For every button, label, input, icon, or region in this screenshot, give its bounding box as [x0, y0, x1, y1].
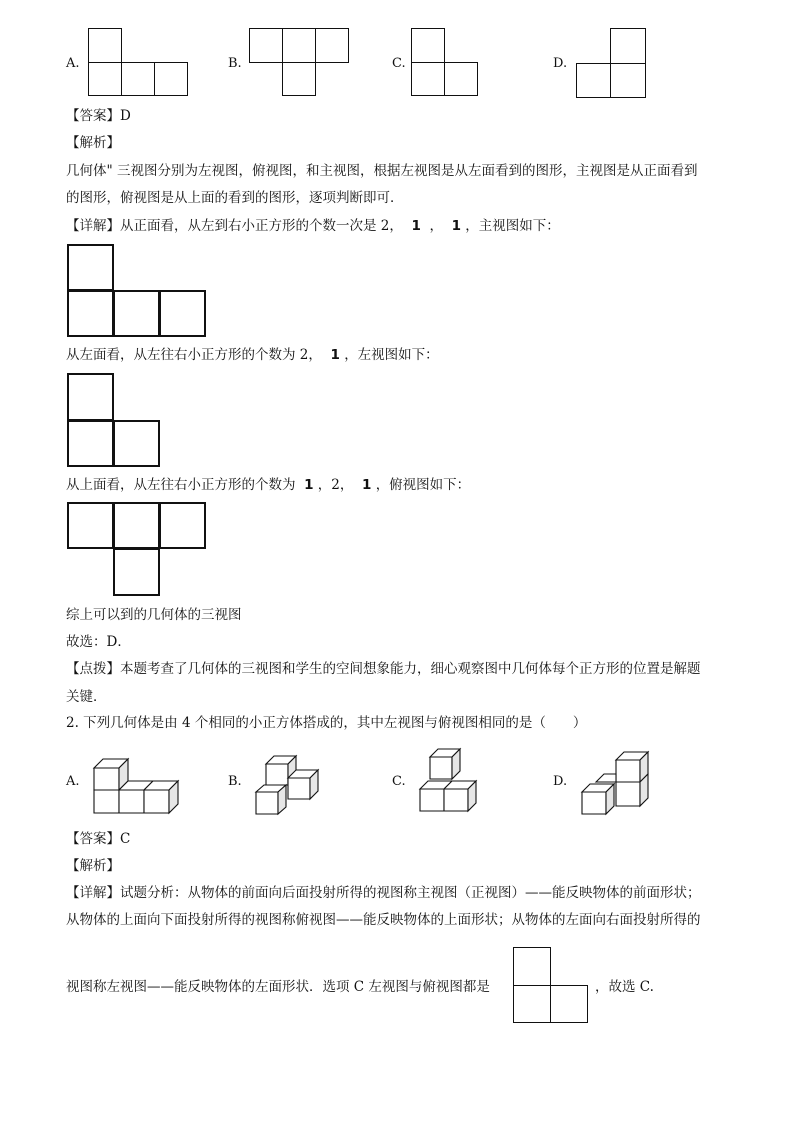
q1-detail-top-line: 从上面看，从左往右小正方形的个数为 1 ，2， 1 ，俯视图如下： [66, 477, 471, 493]
q1-analysis-line-1: 几何体" 三视图分别为左视图，俯视图，和主视图，根据左视图是从左面看到的图形，主视图是从正面看到 [66, 163, 698, 179]
q2-option-c-label: C. [392, 774, 406, 789]
q2-detail-line-3: 视图称左视图——能反映物体的左面形状．选项 C 左视图与俯视图都是 [66, 979, 490, 995]
q2-detail-line-1: 【详解】试题分析：从物体的前面向后面投射所得的视图称主视图（正视图）——能反映物体的前面形状； [66, 885, 701, 901]
q1-choose: 故选：D． [66, 634, 131, 650]
q2-option-b-label: B. [228, 774, 242, 789]
q2-option-a-figure [90, 755, 190, 817]
q1-option-d-label: D. [553, 56, 568, 71]
q1-analysis-heading: 【解析】 [66, 135, 120, 151]
q2-option-c-figure [416, 745, 486, 815]
q2-analysis-heading: 【解析】 [66, 858, 120, 874]
q1-summary: 综上可以到的几何体的三视图 [66, 607, 242, 623]
q1-note-line-1: 【点拨】本题考查了几何体的三视图和学生的空间想象能力，细心观察图中几何体每个正方形的位置是解题 [66, 661, 701, 677]
q1-option-b-label: B. [228, 56, 242, 71]
q2-detail-line-2: 从物体的上面向下面投射所得的视图称俯视图——能反映物体的上面形状；从物体的左面向右面投射所得的 [66, 912, 701, 928]
q1-option-a-label: A. [66, 56, 80, 71]
q1-analysis-line-2: 的图形，俯视图是从上面的看到的图形，逐项判断即可． [66, 190, 404, 206]
q1-detail-front-line: 【详解】从正面看，从左到右小正方形的个数一次是 2， 1 ， 1 ，主视图如下： [66, 218, 560, 234]
q1-option-c-label: C. [392, 56, 406, 71]
q2-option-d-figure [578, 748, 662, 818]
q2-question: 2. 下列几何体是由 4 个相同的小正方体搭成的，其中左视图与俯视图相同的是（ ） [66, 715, 587, 731]
q1-detail-left-line: 从左面看，从左往右小正方形的个数为 2， 1 ，左视图如下： [66, 347, 439, 363]
q2-option-a-label: A. [66, 774, 80, 789]
q1-note-line-2: 关键． [66, 689, 107, 705]
q2-answer: 【答案】C [66, 831, 131, 847]
q1-answer: 【答案】D [66, 108, 131, 124]
q2-option-b-figure [252, 752, 332, 818]
q2-option-d-label: D. [553, 774, 568, 789]
q2-detail-line-3-end: ，故选 C. [595, 979, 654, 995]
